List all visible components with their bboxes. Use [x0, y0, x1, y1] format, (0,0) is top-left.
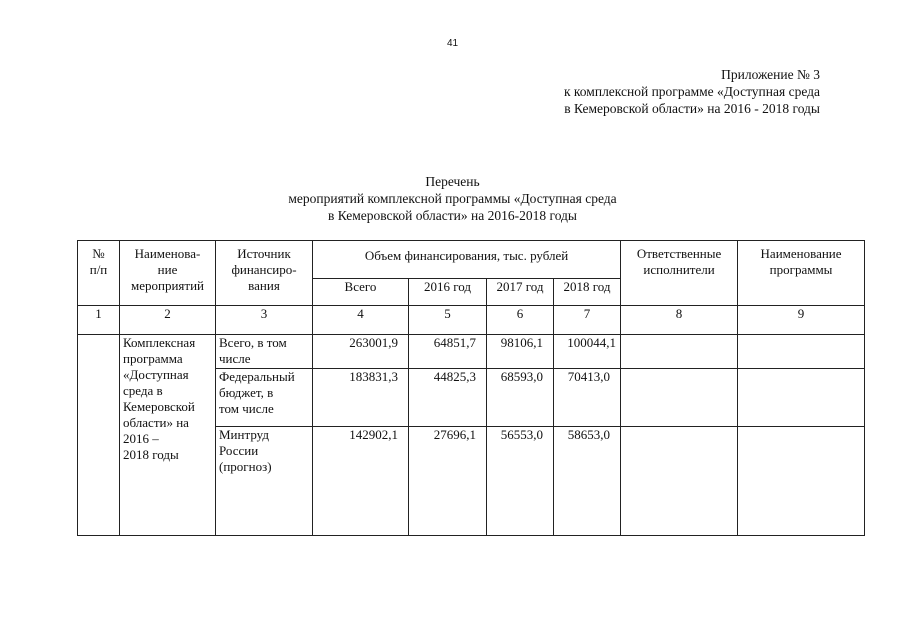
column-number: 7	[554, 306, 621, 335]
header-2018: 2018 год	[554, 279, 621, 306]
column-number: 4	[313, 306, 409, 335]
y2016-cell: 44825,3	[409, 369, 487, 427]
funding-source-cell	[216, 369, 313, 427]
header-program-name	[738, 241, 865, 306]
header-text: мероприятий	[131, 278, 204, 293]
appendix-line: в Кемеровской области» на 2016 - 2018 годы	[564, 101, 820, 116]
header-text: финансиро-	[231, 262, 297, 277]
program-name-cell	[120, 335, 216, 536]
column-number: 1	[78, 306, 120, 335]
program-cell	[738, 335, 865, 369]
source-line: Всего, в том	[219, 335, 287, 350]
total-cell: 142902,1	[313, 427, 409, 536]
title-line: Перечень	[425, 174, 480, 189]
appendix-line: Приложение № 3	[721, 67, 820, 82]
column-number: 6	[487, 306, 554, 335]
y2016-cell: 27696,1	[409, 427, 487, 536]
document-title	[0, 173, 905, 224]
column-number: 5	[409, 306, 487, 335]
header-text: программы	[769, 262, 833, 277]
source-line: (прогноз)	[219, 459, 272, 474]
y2016-cell: 64851,7	[409, 335, 487, 369]
header-text: п/п	[89, 262, 108, 277]
program-cell	[738, 427, 865, 536]
appendix-note	[564, 66, 820, 117]
header-text: вания	[248, 278, 280, 293]
header-funding-source	[216, 241, 313, 306]
title-line: мероприятий комплексной программы «Доступная среда	[288, 191, 617, 206]
header-text: Наименование	[760, 246, 842, 261]
column-number: 3	[216, 306, 313, 335]
header-executors	[621, 241, 738, 306]
header-funding-volume: Объем финансирования, тыс. рублей	[313, 241, 621, 279]
appendix-line: к комплексной программе «Доступная среда	[564, 84, 820, 99]
source-line: Федеральный	[219, 369, 295, 384]
column-number: 8	[621, 306, 738, 335]
y2018-cell: 100044,1	[554, 335, 621, 369]
y2017-cell: 98106,1	[487, 335, 554, 369]
header-2017: 2017 год	[487, 279, 554, 306]
title-line: в Кемеровской области» на 2016-2018 годы	[328, 208, 577, 223]
page-number: 41	[446, 38, 459, 49]
program-line: Комплексная	[123, 335, 196, 350]
header-text: Наименова-	[134, 246, 201, 261]
y2018-cell: 70413,0	[554, 369, 621, 427]
program-cell	[738, 369, 865, 427]
header-text: Источник	[237, 246, 291, 261]
total-cell: 183831,3	[313, 369, 409, 427]
header-number	[78, 241, 120, 306]
funding-source-cell	[216, 335, 313, 369]
y2017-cell: 68593,0	[487, 369, 554, 427]
row-number-cell	[78, 335, 120, 536]
executors-cell	[621, 427, 738, 536]
source-line: Минтруд	[219, 427, 269, 442]
total-cell: 263001,9	[313, 335, 409, 369]
header-text: Ответственные	[636, 246, 722, 261]
executors-cell	[621, 335, 738, 369]
header-2016: 2016 год	[409, 279, 487, 306]
source-line: бюджет, в	[219, 385, 274, 400]
header-row	[78, 241, 865, 279]
y2017-cell: 56553,0	[487, 427, 554, 536]
column-number: 9	[738, 306, 865, 335]
program-line: программа	[123, 351, 183, 366]
column-number-row	[78, 306, 865, 335]
funding-source-cell	[216, 427, 313, 536]
financing-table	[77, 240, 865, 536]
header-text: ние	[157, 262, 178, 277]
program-line: «Доступная	[123, 367, 189, 382]
program-line: среда в	[123, 383, 163, 398]
source-line: том числе	[219, 401, 274, 416]
header-text: исполнители	[643, 262, 715, 277]
program-line: 2018 годы	[123, 447, 179, 462]
program-line: Кемеровской	[123, 399, 195, 414]
header-text: №	[92, 246, 105, 261]
table-row	[78, 335, 865, 369]
executors-cell	[621, 369, 738, 427]
header-total: Всего	[313, 279, 409, 306]
program-line: области» на	[123, 415, 189, 430]
source-line: числе	[219, 351, 251, 366]
source-line: России	[219, 443, 259, 458]
header-event-name	[120, 241, 216, 306]
column-number: 2	[120, 306, 216, 335]
program-line: 2016 –	[123, 431, 159, 446]
y2018-cell: 58653,0	[554, 427, 621, 536]
